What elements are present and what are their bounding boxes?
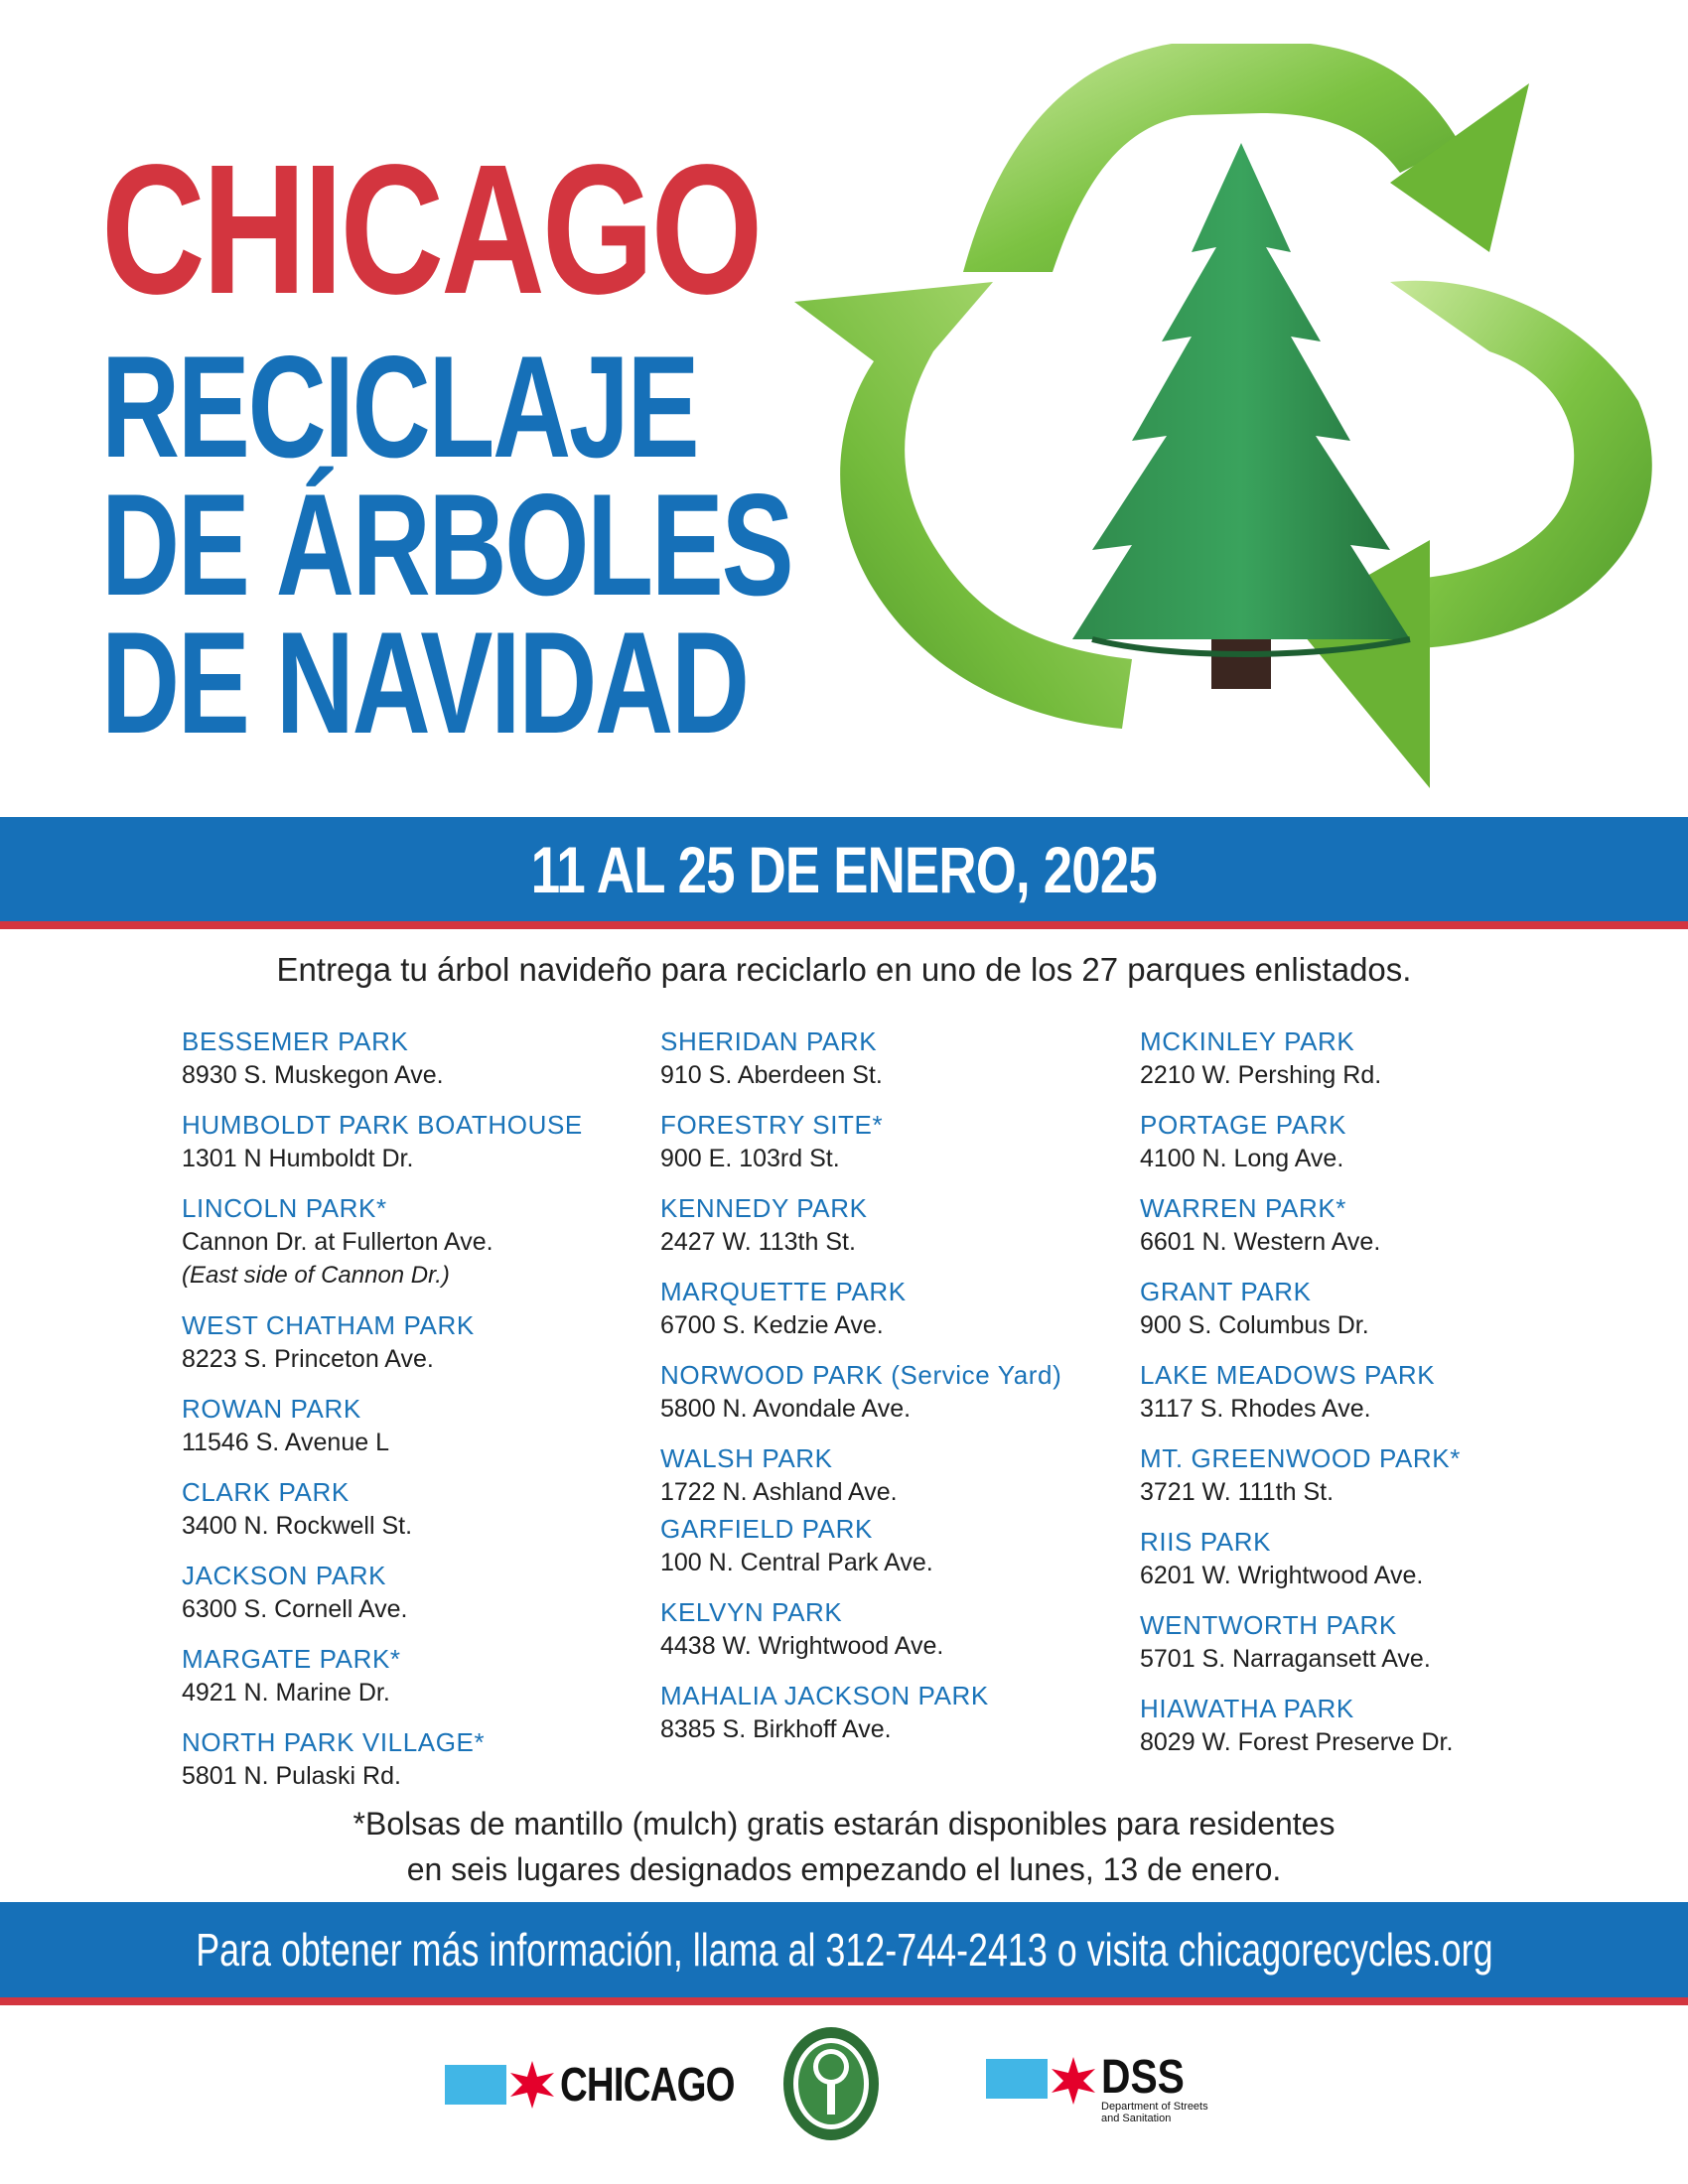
park-name: SHERIDAN PARK [660, 1026, 878, 1056]
red-star-icon [1048, 2055, 1099, 2107]
red-star-icon [506, 2059, 558, 2111]
park-item [660, 1513, 1061, 1579]
park-name: WEST CHATHAM PARK [182, 1310, 475, 1340]
park-address: 4100 N. Long Ave. [1140, 1145, 1344, 1172]
park-address: 2210 W. Pershing Rd. [1140, 1061, 1382, 1089]
park-name: MCKINLEY PARK [1140, 1026, 1355, 1056]
park-address: 6601 N. Western Ave. [1140, 1228, 1381, 1256]
park-address: 1301 N Humboldt Dr. [182, 1145, 414, 1172]
title-line-2: DE ÁRBOLES [101, 464, 792, 625]
dss-subtitle: Department of Streets and Sanitation [1101, 2101, 1208, 2124]
park-name: LINCOLN PARK* [182, 1193, 387, 1223]
park-address: 8385 S. Birkhoff Ave. [660, 1715, 892, 1743]
park-item [182, 1476, 583, 1543]
park-name: MAHALIA JACKSON PARK [660, 1681, 989, 1710]
title-subtitle [101, 326, 796, 763]
mulch-footnote [0, 1801, 1688, 1892]
park-item [1140, 1025, 1461, 1092]
park-name: NORTH PARK VILLAGE* [182, 1727, 486, 1757]
date-range: 11 AL 25 DE ENERO, 2025 [530, 832, 1158, 906]
park-address: 6700 S. Kedzie Ave. [660, 1311, 884, 1339]
park-address: 8930 S. Muskegon Ave. [182, 1061, 444, 1089]
christmas-tree-icon [1072, 143, 1410, 689]
footnote-line-2: en seis lugares designados empezando el lunes, 13 de enero. [406, 1851, 1282, 1887]
park-item [182, 1025, 583, 1092]
park-address: 4438 W. Wrightwood Ave. [660, 1632, 944, 1660]
park-name: PORTAGE PARK [1140, 1110, 1347, 1140]
park-name: MARGATE PARK* [182, 1644, 401, 1674]
park-name: RIIS PARK [1140, 1527, 1272, 1557]
contact-info: Para obtener más información, llama al 312-744-2413 o visita chicagorecycles.org [195, 1924, 1493, 1976]
recycle-tree-illustration [794, 24, 1658, 788]
park-item [182, 1309, 583, 1376]
title-line-3: DE NAVIDAD [101, 602, 748, 763]
park-address: 6201 W. Wrightwood Ave. [1140, 1562, 1424, 1589]
park-item [660, 1359, 1061, 1426]
park-name: WARREN PARK* [1140, 1193, 1347, 1223]
park-district-seal-icon [781, 2025, 881, 2142]
recycle-arrow-left [794, 282, 1132, 729]
flag-stripe-icon [445, 2065, 506, 2105]
park-address: Cannon Dr. at Fullerton Ave. [182, 1228, 493, 1256]
park-address: 1722 N. Ashland Ave. [660, 1478, 898, 1506]
park-item [1140, 1276, 1461, 1342]
park-item [1140, 1359, 1461, 1426]
park-name: KENNEDY PARK [660, 1193, 868, 1223]
park-address: 8223 S. Princeton Ave. [182, 1345, 434, 1373]
date-banner [0, 817, 1688, 929]
park-name: WALSH PARK [660, 1443, 833, 1473]
park-name: CLARK PARK [182, 1477, 350, 1507]
park-name: GRANT PARK [1140, 1277, 1312, 1306]
park-address: 2427 W. 113th St. [660, 1228, 856, 1256]
park-item [182, 1393, 583, 1459]
park-name: HUMBOLDT PARK BOATHOUSE [182, 1110, 583, 1140]
title-city: CHICAGO [101, 127, 761, 333]
park-item [182, 1109, 583, 1175]
parks-column-2 [660, 1025, 1061, 1763]
park-name: WENTWORTH PARK [1140, 1610, 1397, 1640]
dss-wordmark: DSS [1101, 2051, 1185, 2104]
park-item [1140, 1526, 1461, 1592]
park-name: KELVYN PARK [660, 1597, 843, 1627]
park-item [1140, 1442, 1461, 1509]
park-item [660, 1192, 1061, 1259]
park-name: HIAWATHA PARK [1140, 1694, 1354, 1723]
park-address: 3721 W. 111th St. [1140, 1478, 1335, 1506]
park-item [1140, 1109, 1461, 1175]
park-item [1140, 1609, 1461, 1676]
park-address: 100 N. Central Park Ave. [660, 1549, 933, 1576]
park-item [182, 1192, 583, 1293]
park-item [660, 1025, 1061, 1092]
park-name: MARQUETTE PARK [660, 1277, 907, 1306]
park-address: 6300 S. Cornell Ave. [182, 1595, 408, 1623]
park-address: 900 S. Columbus Dr. [1140, 1311, 1369, 1339]
park-item [1140, 1192, 1461, 1259]
parks-column-1 [182, 1025, 583, 1810]
city-of-chicago-logo [445, 2055, 778, 2115]
dss-logo [986, 2051, 1220, 2134]
park-address: 3400 N. Rockwell St. [182, 1512, 413, 1540]
park-address: 11546 S. Avenue L [182, 1429, 389, 1456]
park-item [182, 1643, 583, 1709]
info-banner [0, 1902, 1688, 2005]
footnote-line-1: *Bolsas de mantillo (mulch) gratis estarán disponibles para residentes [352, 1806, 1336, 1842]
park-item [660, 1109, 1061, 1175]
dss-text-block [1101, 2051, 1220, 2124]
park-item [660, 1276, 1061, 1342]
park-address: 3117 S. Rhodes Ave. [1140, 1395, 1371, 1423]
park-name: FORESTRY SITE* [660, 1110, 884, 1140]
park-address: 5800 N. Avondale Ave. [660, 1395, 912, 1423]
park-address: 8029 W. Forest Preserve Dr. [1140, 1728, 1454, 1756]
intro-text: Entrega tu árbol navideño para reciclarlo en uno de los 27 parques enlistados. [276, 951, 1412, 988]
park-item [660, 1596, 1061, 1663]
park-address: 5701 S. Narragansett Ave. [1140, 1645, 1431, 1673]
park-name: LAKE MEADOWS PARK [1140, 1360, 1436, 1390]
park-name: NORWOOD PARK (Service Yard) [660, 1360, 1062, 1390]
parks-column-3 [1140, 1025, 1461, 1776]
park-item [660, 1442, 1061, 1509]
park-name: BESSEMER PARK [182, 1026, 409, 1056]
title-line-1: RECICLAJE [101, 326, 698, 487]
park-item [182, 1726, 583, 1793]
park-note: (East side of Cannon Dr.) [182, 1262, 450, 1289]
park-name: ROWAN PARK [182, 1394, 361, 1424]
park-address: 900 E. 103rd St. [660, 1145, 840, 1172]
park-name: MT. GREENWOOD PARK* [1140, 1443, 1461, 1473]
park-name: GARFIELD PARK [660, 1514, 873, 1544]
park-item [660, 1680, 1061, 1746]
title-block [101, 127, 796, 763]
park-item [1140, 1693, 1461, 1759]
park-item [182, 1560, 583, 1626]
park-name: JACKSON PARK [182, 1561, 387, 1590]
flag-stripe-icon [986, 2059, 1048, 2099]
park-address: 5801 N. Pulaski Rd. [182, 1762, 401, 1790]
park-address: 4921 N. Marine Dr. [182, 1679, 390, 1706]
park-address: 910 S. Aberdeen St. [660, 1061, 883, 1089]
chicago-wordmark: CHICAGO [560, 2058, 735, 2112]
